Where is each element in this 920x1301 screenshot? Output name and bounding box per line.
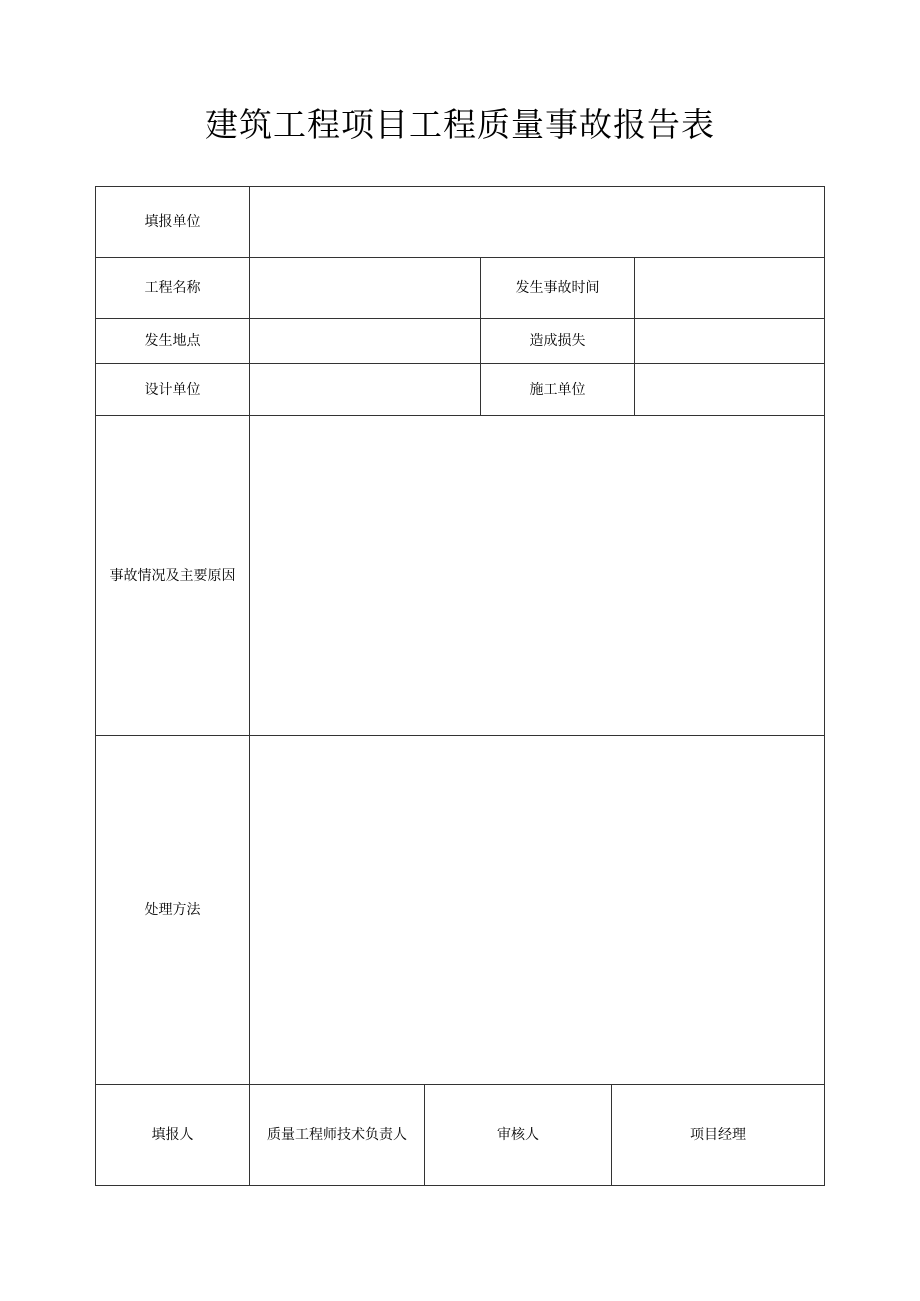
accident-report-form (95, 186, 825, 1186)
reviewer-label: 审核人 (497, 1127, 539, 1143)
project-name-label: 工程名称 (144, 280, 201, 296)
location-label: 发生地点 (144, 333, 201, 349)
accident-time-label: 发生事故时间 (515, 280, 600, 296)
reporter-label: 填报人 (151, 1127, 194, 1143)
construction-unit-label: 施工单位 (529, 381, 586, 398)
reporting-unit-label: 填报单位 (144, 214, 201, 230)
accident-time-field[interactable] (635, 258, 824, 318)
design-unit-field[interactable] (250, 364, 480, 415)
reporting-unit-field[interactable] (250, 187, 824, 257)
page-title: 建筑工程项目工程质量事故报告表 (205, 105, 715, 144)
location-field[interactable] (250, 319, 480, 363)
construction-unit-field[interactable] (635, 364, 824, 415)
treatment-field[interactable] (250, 736, 824, 1084)
design-unit-label: 设计单位 (144, 381, 201, 398)
form-border-bottom (95, 1185, 825, 1186)
loss-label: 造成损失 (529, 333, 586, 349)
form-border-right (824, 186, 825, 1186)
accident-details-label: 事故情况及主要原因 (109, 567, 236, 584)
quality-engineer-label: 质量工程师技术负责人 (267, 1127, 407, 1143)
project-manager-label: 项目经理 (690, 1127, 746, 1143)
project-name-field[interactable] (250, 258, 480, 318)
loss-field[interactable] (635, 319, 824, 363)
accident-details-field[interactable] (250, 416, 824, 735)
treatment-label: 处理方法 (144, 902, 201, 918)
